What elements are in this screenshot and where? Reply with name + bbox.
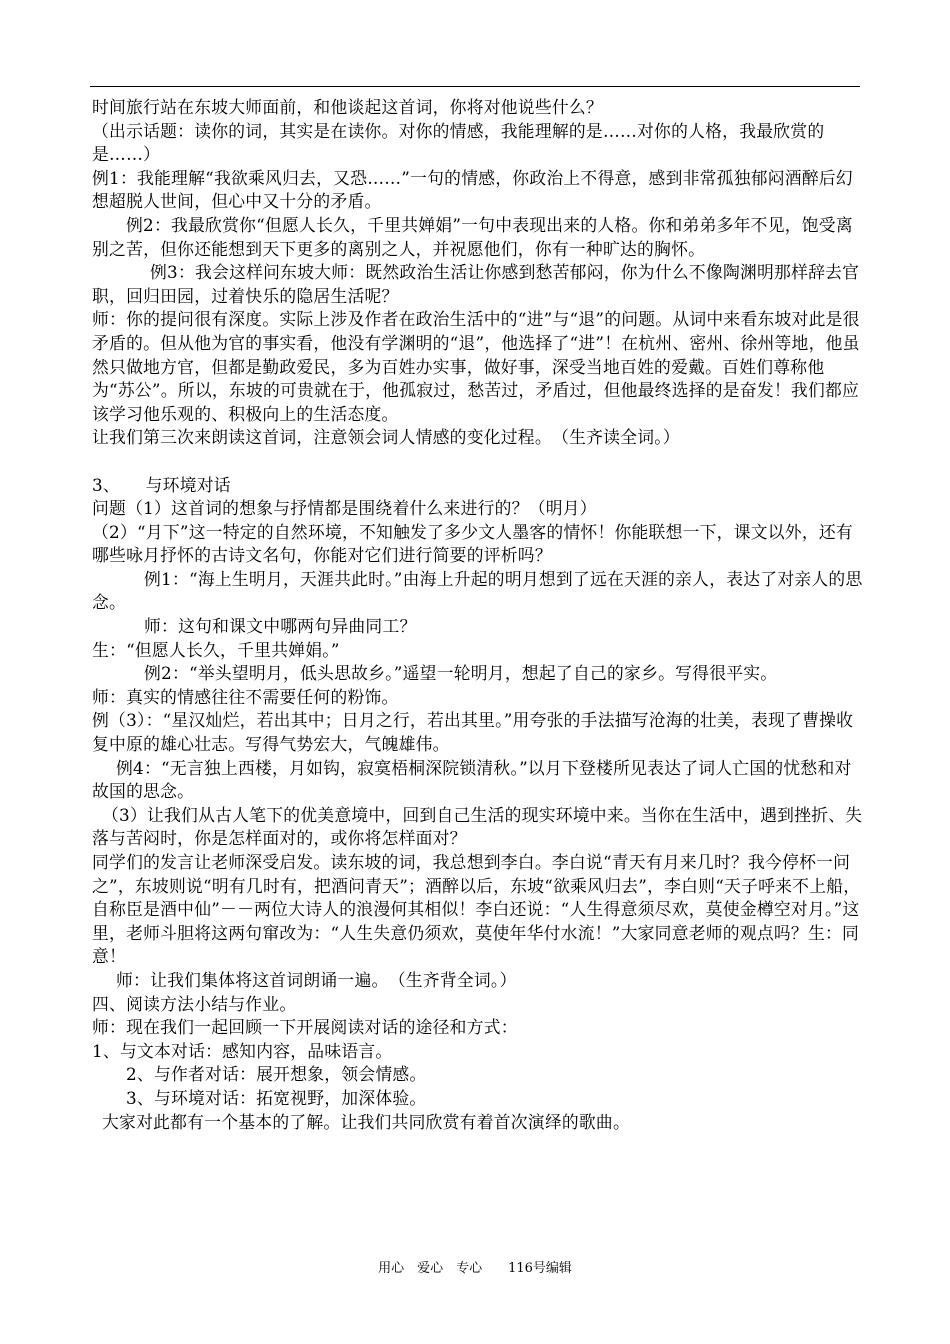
paragraph: （2）“月下”这一特定的自然环境，不知触发了多少文人墨客的情怀！你能联想一下，课文以外，还有哪些咏月抒怀的古诗文名句，你能对它们进行简要的评析吗？ xyxy=(92,521,853,566)
paragraph: 师：真实的情感往往不需要任何的粉饰。 xyxy=(92,686,399,707)
header-rule xyxy=(90,86,860,87)
page-footer: 用心 爱心 专心 116号编辑 xyxy=(378,1261,572,1276)
paragraph: 同学们的发言让老师深受启发。读东坡的词，我总想到李白。李白说“青天有月来几时？我今停杯一问之”，东坡则说“明有几时有，把酒问青天”；酒醉以后，东坡“欲乘风归去”，李白则“天子呼来不上船，自称臣是酒中仙”－－两位大诗人的浪漫何其相似！李白还说：“人生得意须尽欢，莫使金樽空对月。”这里，老师斗胆将这两句窜改为：“人生失意仍须欢，莫使年华付水流！”大家同意老师的观点吗？生：同意！ xyxy=(92,852,861,967)
paragraph: 例3：我会这样问东坡大师：既然政治生活让你感到愁苦郁闷，你为什么不像陶渊明那样辞去官职，回归田园，过着快乐的隐居生活呢？ xyxy=(92,262,860,306)
paragraph: 例2：我最欣赏你“但愿人长久，千里共婵娟”一句中表现出来的人格。你和弟弟多年不见，饱受离别之苦，但你还能想到天下更多的离别之人，并祝愿他们，你有一种旷达的胸怀。 xyxy=(92,214,853,259)
paragraph: （出示话题：读你的词，其实是在读你。对你的情感，我能理解的是……对你的人格，我最欣赏的是……） xyxy=(92,120,825,165)
list-item: 2、与作者对话：展开想象，领会情感。 xyxy=(126,1064,427,1085)
paragraph: 例（3）：“星汉灿烂，若出其中；日月之行，若出其里。”用夸张的手法描写沧海的壮美，表现了曹操收复中原的雄心壮志。写得气势宏大，气魄雄伟。 xyxy=(92,710,854,755)
paragraph: 大家对此都有一个基本的了解。让我们共同欣赏有着首次演绎的歌曲。 xyxy=(102,1111,630,1132)
paragraph: 例1：“海上生明月，天涯共此时。”由海上升起的明月想到了远在天涯的亲人，表达了对亲人的思念。 xyxy=(92,568,863,613)
paragraph: 例4：“无言独上西楼，月如钩，寂寞梧桐深院锁清秋。”以月下登楼所见表达了词人亡国的忧愁和对故国的思念。 xyxy=(92,757,852,802)
paragraph: 生：“但愿人长久，千里共婵娟。” xyxy=(92,639,340,660)
paragraph: 师：这句和课文中哪两句异曲同工？ xyxy=(144,616,417,637)
body-text xyxy=(92,96,864,1134)
blank-line xyxy=(92,450,864,474)
paragraph: 师：你的提问很有深度。实际上涉及作者在政治生活中的“进”与“退”的问题。从词中来看东坡对此是很矛盾的。但从他为官的事实看，他没有学渊明的“退”，他选择了“进”！在杭州、密州、徐州等地，他虽然只做地方官，但都是勤政爱民，多为百姓办实事，做好事，深受当地百姓的爱戴。百姓们尊称他为“苏公”。所以，东坡的可贵就在于，他孤寂过，愁苦过，矛盾过，但他最终选择的是奋发！我们都应该学习他乐观的、积极向上的生活态度。 xyxy=(92,309,860,424)
list-item: 3、与环境对话：拓宽视野，加深体验。 xyxy=(126,1087,427,1108)
paragraph: 例2：“举头望明月，低头思故乡。”遥望一轮明月，想起了自己的家乡。写得很平实。 xyxy=(144,663,778,684)
paragraph: 例1：我能理解“我欲乘风归去，又恐……”一句的情感，你政治上不得意，感到非常孤独郁闷酒醉后幻想超脱人世间，但心中又十分的矛盾。 xyxy=(92,167,853,212)
list-item: 1、与文本对话：感知内容，品味语言。 xyxy=(92,1040,393,1061)
paragraph: 师：让我们集体将这首词朗诵一遍。 （生齐背全词。） xyxy=(116,969,517,990)
paragraph: 时间旅行站在东坡大师面前，和他谈起这首词，你将对他说些什么？ xyxy=(92,97,603,117)
section-heading: 四、阅读方法小结与作业。 xyxy=(92,993,297,1014)
section-heading: 3、 与环境对话 xyxy=(92,474,231,495)
paragraph: （3）让我们从古人笔下的优美意境中，回到自己生活的现实环境中来。当你在生活中，遇到挫折、失落与苦闷时，你是怎样面对的，或你将怎样面对？ xyxy=(92,804,863,849)
paragraph: 师：现在我们一起回顾一下开展阅读对话的途径和方式： xyxy=(92,1017,518,1038)
paragraph: 让我们第三次来朗读这首词，注意领会词人情感的变化过程。 （生齐读全词。） xyxy=(92,427,680,448)
paragraph: 问题（1）这首词的想象与抒情都是围绕着什么来进行的？（明月） xyxy=(92,498,597,519)
